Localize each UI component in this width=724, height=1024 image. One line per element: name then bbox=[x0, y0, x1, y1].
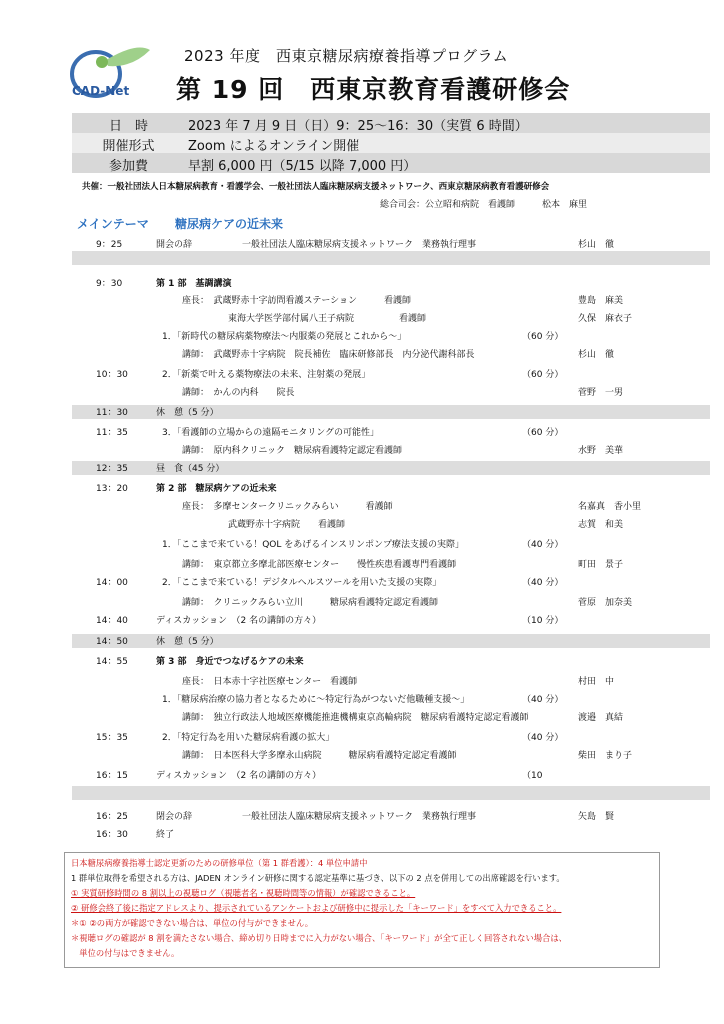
info-value-format: Zoom によるオンライン開催 bbox=[188, 139, 360, 154]
schedule-row bbox=[72, 595, 710, 609]
schedule-row bbox=[72, 461, 710, 475]
schedule-row bbox=[72, 537, 710, 551]
schedule-time: 16：15 bbox=[96, 771, 128, 781]
schedule-text: 講師： 武蔵野赤十字病院 院長補佐 臨床研修部長 内分泌代謝科部長 bbox=[182, 350, 475, 360]
schedule-speaker: 矢島 賢 bbox=[578, 812, 615, 822]
schedule-time: 11：30 bbox=[96, 408, 128, 418]
general-chair: 総合司会：公立昭和病院 看護師 松本 麻里 bbox=[380, 200, 588, 210]
schedule-text: 閉会の辞 bbox=[156, 812, 193, 822]
theme-value: 糖尿病ケアの近未来 bbox=[175, 217, 284, 231]
schedule-speaker: 村田 中 bbox=[578, 677, 615, 687]
schedule-row bbox=[72, 768, 710, 782]
schedule-text: 第 1 部 基調講演 bbox=[156, 279, 232, 289]
schedule-row bbox=[72, 710, 710, 724]
schedule-duration: （40 分） bbox=[522, 578, 564, 588]
notice-line: ＊視聴ログの確認が 8 割を満たさない場合、締め切り日時までに入力がない場合、「キーワード」が全て正しく回答されない場合は、 bbox=[71, 933, 567, 943]
schedule-text: 1．「ここまで来ている！QOL をあげるインスリンポンプ療法支援の実際」 bbox=[162, 540, 465, 550]
schedule-speaker: 渡邉 真結 bbox=[578, 713, 624, 723]
schedule-text: 休 憩（5 分） bbox=[156, 637, 219, 647]
schedule-text: 第 2 部 糖尿病ケアの近未来 bbox=[156, 484, 277, 494]
schedule-speaker: 豊島 麻美 bbox=[578, 296, 624, 306]
schedule-row bbox=[72, 634, 710, 648]
schedule-text: 講師： かんの内科 院長 bbox=[182, 388, 295, 398]
schedule-time: 14：40 bbox=[96, 616, 128, 626]
schedule-text: 休 憩（5 分） bbox=[156, 408, 219, 418]
schedule-text: 座長： 武蔵野赤十字訪問看護ステーション 看護師 bbox=[182, 296, 411, 306]
schedule-speaker: 杉山 徹 bbox=[578, 240, 615, 250]
schedule-duration: （60 分） bbox=[522, 332, 564, 342]
schedule-row bbox=[72, 809, 710, 823]
schedule-row bbox=[72, 827, 710, 841]
schedule-time: 12：35 bbox=[96, 464, 128, 474]
program-subtitle: 2023 年度 西東京糖尿病療養指導プログラム bbox=[184, 47, 509, 65]
schedule-time: 9：30 bbox=[96, 279, 123, 289]
schedule-text: 武蔵野赤十字病院 看護師 bbox=[228, 520, 346, 530]
schedule-speaker: 水野 美華 bbox=[578, 446, 624, 456]
schedule-text: 第 3 部 身近でつなげるケアの未来 bbox=[156, 657, 304, 667]
schedule-duration: （40 分） bbox=[522, 540, 564, 550]
notice-line: ＊① ②の両方が確認できない場合は、単位の付与ができません。 bbox=[71, 918, 314, 928]
schedule-speaker: 杉山 徹 bbox=[578, 350, 615, 360]
schedule-speaker: 菅原 加奈美 bbox=[578, 598, 633, 608]
schedule-row bbox=[72, 674, 710, 688]
schedule-row bbox=[72, 557, 710, 571]
schedule-row bbox=[72, 385, 710, 399]
schedule-text: ディスカッション （2 名の講師の方々） bbox=[156, 616, 322, 626]
schedule-time: 14：55 bbox=[96, 657, 128, 667]
schedule-time: 9：25 bbox=[96, 240, 123, 250]
schedule-duration: （40 分） bbox=[522, 733, 564, 743]
info-value-fee: 早割 6,000 円（5/15 以降 7,000 円） bbox=[188, 159, 417, 174]
schedule-detail: 一般社団法人臨床糖尿病支援ネットワーク 業務執行理事 bbox=[242, 240, 477, 250]
schedule-row bbox=[72, 329, 710, 343]
schedule-row bbox=[72, 293, 710, 307]
schedule-text: 座長： 日本赤十字社医療センター 看護師 bbox=[182, 677, 358, 687]
schedule-text: 東海大学医学部付属八王子病院 看護師 bbox=[228, 314, 427, 324]
schedule-speaker: 志賀 和美 bbox=[578, 520, 624, 530]
schedule-time: 13：20 bbox=[96, 484, 128, 494]
schedule-time: 14：50 bbox=[96, 637, 128, 647]
schedule-time: 14：00 bbox=[96, 578, 128, 588]
schedule-row bbox=[72, 367, 710, 381]
schedule-text: 講師： 原内科クリニック 糖尿病看護特定認定看護師 bbox=[182, 446, 402, 456]
info-value-date: 2023 年 7 月 9 日（日）9：25〜16：30（実質 6 時間） bbox=[188, 119, 528, 134]
schedule-text: 終了 bbox=[156, 830, 175, 840]
schedule-row bbox=[72, 517, 710, 531]
schedule-text: 1．「糖尿病治療の協力者となるために〜特定行為がつないだ他職種支援〜」 bbox=[162, 695, 470, 705]
schedule-row bbox=[72, 347, 710, 361]
schedule-row bbox=[72, 443, 710, 457]
schedule-time: 16：30 bbox=[96, 830, 128, 840]
schedule-speaker: 久保 麻衣子 bbox=[578, 314, 633, 324]
schedule-row bbox=[72, 405, 710, 419]
schedule-text: 開会の辞 bbox=[156, 240, 193, 250]
schedule-text: 2．「特定行為を用いた糖尿病看護の拡大」 bbox=[162, 733, 335, 743]
schedule-text: 座長： 多摩センタークリニックみらい 看護師 bbox=[182, 502, 393, 512]
schedule-text: 2．「ここまで来ている！デジタルヘルスツールを用いた支援の実際」 bbox=[162, 578, 442, 588]
schedule-separator bbox=[72, 786, 710, 800]
schedule-duration: （40 分） bbox=[522, 695, 564, 705]
schedule-row bbox=[72, 425, 710, 439]
schedule-text: 講師： 日本医科大学多摩永山病院 糖尿病看護特定認定看護師 bbox=[182, 751, 457, 761]
schedule-time: 10：30 bbox=[96, 370, 128, 380]
schedule-time: 15：35 bbox=[96, 733, 128, 743]
schedule-duration: （60 分） bbox=[522, 428, 564, 438]
notice-box bbox=[64, 852, 660, 968]
schedule-speaker: 菅野 一男 bbox=[578, 388, 624, 398]
notice-line: 日本糖尿病療養指導士認定更新のための研修単位（第 1 群看護）：4 単位申請中 bbox=[71, 858, 368, 868]
schedule-time: 11：35 bbox=[96, 428, 128, 438]
schedule-row bbox=[72, 237, 710, 251]
schedule-speaker: 町田 景子 bbox=[578, 560, 624, 570]
theme-label: メインテーマ bbox=[77, 217, 149, 231]
schedule-text: 講師： クリニックみらい立川 糖尿病看護特定認定看護師 bbox=[182, 598, 438, 608]
schedule-row bbox=[72, 276, 710, 290]
info-label-format: 開催形式 bbox=[102, 139, 155, 154]
schedule-row bbox=[72, 499, 710, 513]
schedule-text: 講師： 独立行政法人地域医療機能推進機構東京高輪病院 糖尿病看護特定認定看護師 bbox=[182, 713, 529, 723]
schedule-row bbox=[72, 654, 710, 668]
schedule-speaker: 名嘉真 香小里 bbox=[578, 502, 642, 512]
schedule-text: 1．「新時代の糖尿病薬物療法〜内服薬の発展とこれから〜」 bbox=[162, 332, 407, 342]
cosponsor-text: 共催：一般社団法人日本糖尿病教育・看護学会、一般社団法人臨床糖尿病支援ネットワーク、西東京糖尿病教育看護研修会 bbox=[82, 182, 550, 192]
schedule-text: 2．「新薬で叶える薬物療法の未来、注射薬の発展」 bbox=[162, 370, 371, 380]
schedule-row bbox=[72, 692, 710, 706]
page-title: 第 19 回 西東京教育看護研修会 bbox=[176, 75, 571, 104]
schedule-row bbox=[72, 748, 710, 762]
schedule-text: ディスカッション （2 名の講師の方々） bbox=[156, 771, 322, 781]
schedule-duration: （60 分） bbox=[522, 370, 564, 380]
schedule-speaker: 柴田 まり子 bbox=[578, 751, 633, 761]
schedule-duration: （10 bbox=[522, 771, 543, 781]
schedule-row bbox=[72, 575, 710, 589]
logo-text: CAD-Net bbox=[72, 84, 130, 98]
notice-line: ② 研修会終了後に指定アドレスより、提示されているアンケートおよび研修中に提示した「キーワード」をすべて入力できること。 bbox=[71, 903, 562, 913]
info-label-fee: 参加費 bbox=[108, 159, 148, 174]
schedule-duration: （10 分） bbox=[522, 616, 564, 626]
schedule-row bbox=[72, 311, 710, 325]
logo-leaf-right bbox=[106, 48, 150, 67]
schedule-separator bbox=[72, 251, 710, 265]
info-label-date: 日 時 bbox=[108, 119, 148, 134]
notice-line: ① 実質研修時間の 8 割以上の視聴ログ（視聴者名・視聴時間等の情報）が確認できること。 bbox=[71, 888, 416, 898]
schedule-text: 昼 食（45 分） bbox=[156, 464, 225, 474]
schedule-text: 講師： 東京都立多摩北部医療センター 慢性疾患看護専門看護師 bbox=[182, 560, 457, 570]
notice-line: 単位の付与はできません。 bbox=[71, 948, 180, 958]
logo-dot bbox=[96, 56, 108, 68]
schedule-text: 3．「看護師の立場からの遠隔モニタリングの可能性」 bbox=[162, 428, 380, 438]
schedule-time: 16：25 bbox=[96, 812, 128, 822]
schedule-detail: 一般社団法人臨床糖尿病支援ネットワーク 業務執行理事 bbox=[242, 812, 477, 822]
schedule-row bbox=[72, 481, 710, 495]
schedule-row bbox=[72, 613, 710, 627]
notice-line: 1 群単位取得を希望される方は、JADEN オンライン研修に関する認定基準に基づき、以下の 2 点を併用しての出席確認を行います。 bbox=[71, 873, 565, 883]
schedule-row bbox=[72, 730, 710, 744]
